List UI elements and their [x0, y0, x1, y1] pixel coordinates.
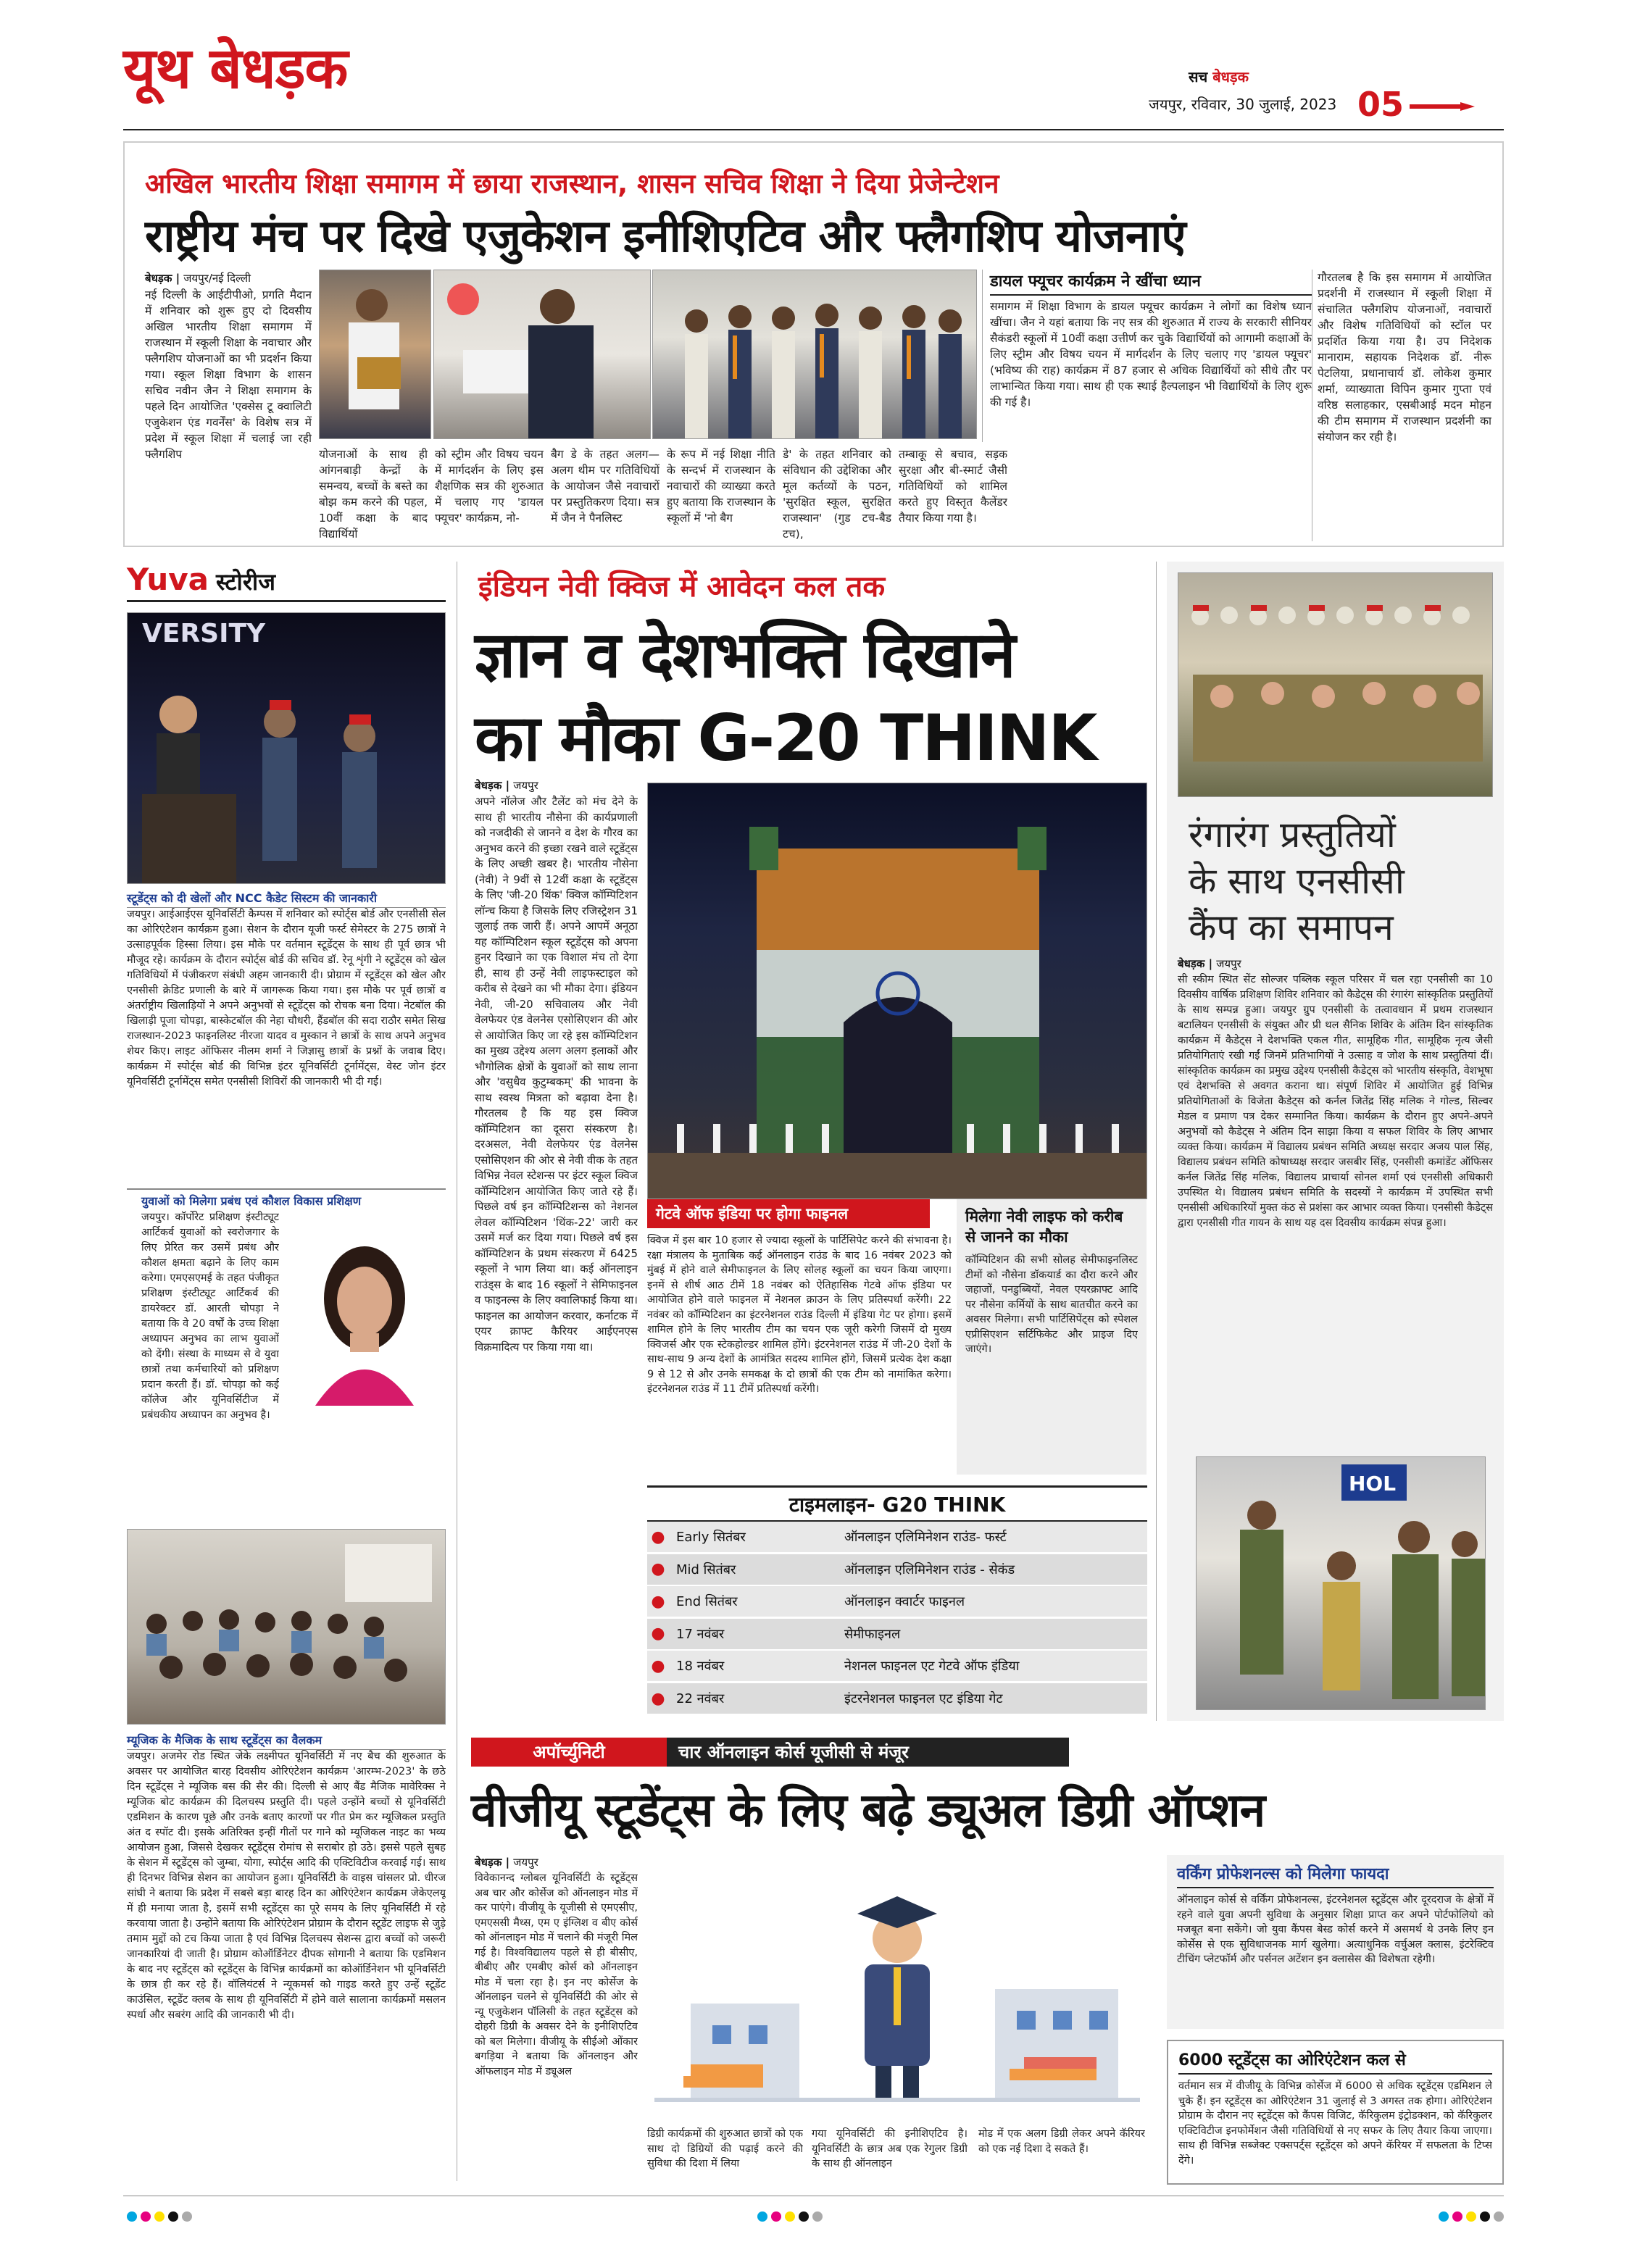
brand-logo — [123, 36, 347, 101]
gateway-caption-body: क्विज में इस बार 10 हजार से ज्यादा स्कूलों के पार्टिसिपेट करने की संभावना है। रक्षा मंत्रालय के मुताबिक कई ऑनलाइन राउंड के बाद 16 नवंबर 2023 को मुंबई में होने वाले सेमीफाइनल के लिए सोलह स्कूलों का चयन किया जाएगा। इनमें से शीर्ष आठ टीमें 18 नवंबर को ऐतिहासिक गेटवे ऑफ इंडिया पर आयोजित होने वाले फाइनल में नेशनल क्राउन के लिए प्रतिस्पर्धा करेंगी। 22 नवंबर को कॉम्पिटिशन का इंटरनेशनल राउंड दिल्ली में इंडिया गेट पर होगा। इसमें शामिल होने के लिए भारतीय टीम का चयन एक जूरी करेगी जिसमें दो मुख्य क्विजर्स और एक स्टेकहोल्डर शामिल होंगे। इंटरनेशनल राउंड में जी-20 देशों के साथ-साथ 9 अन्य देशों के आमंत्रित सदस्य शामिल होंगे, जिसमें प्रत्येक देश कक्षा 9 से 12 से और उनके समकक्ष के दो छात्रों की एक टीम को नामांकित करेगा। इंटरनेशनल राउंड में 11 टीमें प्रतिस्पर्धा करेंगी। — [647, 1235, 952, 1395]
timeline-title-text: टाइमलाइन- G20 THINK — [788, 1493, 1006, 1517]
working-pro-box — [1167, 1855, 1504, 2029]
top-story-kicker: अखिल भारतीय शिक्षा समागम में छाया राजस्थान, शासन सचिव शिक्षा ने दिया प्रेजेन्टेशन — [145, 168, 999, 199]
ncc-headline — [1189, 812, 1493, 951]
ncc-byline-source: बेधड़क — [1178, 957, 1205, 970]
working-pro-title: वर्किंग प्रोफेशनल्स को मिलेगा फायदा — [1177, 1862, 1494, 1888]
top-story-col3: को स्ट्रीम और विषय चयन में मार्गदर्शन के लिए इस शैक्षणिक सत्र की शुरुआत में चलाए गए 'डायल फ्यूचर' कार्यक्रम, नो- — [435, 448, 544, 525]
gateway-photo — [647, 783, 1147, 1199]
ncc-byline-place: जयपुर — [1216, 957, 1241, 970]
timeline-row — [647, 1554, 1147, 1586]
pen-icon — [1410, 100, 1475, 109]
timeline-date: Early सितंबर — [676, 1530, 746, 1545]
svg-text:HOL: HOL — [1349, 1472, 1397, 1496]
working-pro-text: ऑनलाइन कोर्स से वर्किंग प्रोफेशनल्स, इंटरनेशनल स्टूडेंट्स और दूरदराज के क्षेत्रों में रहने वाले युवा अपनी सुविधा के अनुसार शिक्षा प्राप्त कर अपने पोर्टफोलियो को मजबूत बना सकेंगे। जो युवा कैंपस बेस्ड कोर्स करने में असमर्थ थे उनके लिए इन कोर्सेस से एक सुविधाजनक मार्ग खुलेगा। अत्याधुनिक वर्चुअल क्लास, इंटरेक्टिव टीचिंग प्लेटफॉर्म और पर्सनल अटेंशन इन क्लासेस की विशेषता रहेगी। — [1177, 1894, 1494, 1965]
ncc-photo-2 — [1196, 1456, 1486, 1710]
tagline-a: सच — [1189, 68, 1208, 86]
orientation-text: वर्तमान सत्र में वीजीयू के विभिन्न कोर्सेज में 6000 से अधिक स्टूडेंट्स एडमिशन ले चुके हैं। इन स्टूडेंट्स का ओरिएंटेशन 31 जुलाई से 3 अगस्त तक होगा। ओरिएंटेशन प्रोग्राम के दौरान नए स्टूडेंट्स को कैंपस विजिट, कॅरिकुलम इंट्रोडक्शन, को कॅरिकुलर एक्टिविटीज इनफोर्मेशन जैसी गतिविधियों से नए सफर के लिए तैयार किया जाएगा। साथ ही विभिन्न सब्जेक्ट एक्सपर्ट्स स्टूडेंट्स को अपने कॅरियर में सफलता के टिप्स देंगे। — [1178, 2080, 1492, 2167]
timeline-date: 22 नवंबर — [676, 1691, 725, 1706]
yuva-story3-title: म्यूजिक के मैजिक के साथ स्टूडेंट्स का वैलकम — [127, 1732, 446, 1750]
center-right-divider — [1156, 562, 1157, 1721]
timeline-event: इंटरनेशनल फाइनल एट इंडिया गेट — [844, 1691, 1003, 1706]
top-story-col2: योजनाओं के साथ ही आंगनबाड़ी केन्द्रों के समन्वय, बच्चों के बस्ते का बोझ कम करने की पहल, 10वीं कक्षा के बाद विद्यार्थियों — [319, 448, 428, 541]
vgu-byline-source: बेधड़क — [475, 1856, 502, 1869]
timeline-bullet-icon: ● — [651, 1625, 665, 1643]
vgu-kicker — [667, 1738, 1069, 1767]
timeline-bullet-icon: ● — [651, 1689, 665, 1708]
timeline-event: नेशनल फाइनल एट गेटवे ऑफ इंडिया — [844, 1659, 1020, 1675]
yuva-label — [127, 562, 446, 602]
orientation-box — [1167, 2040, 1504, 2185]
timeline-date: 18 नवंबर — [676, 1659, 725, 1675]
tagline — [1189, 67, 1249, 86]
orientation-title: 6000 स्टूडेंट्स का ओरिएंटेशन कल से — [1178, 2048, 1492, 2075]
navy-life-box — [957, 1199, 1147, 1475]
dial-future-title: डायल फ्यूचर कार्यक्रम ने खींचा ध्यान — [990, 270, 1312, 296]
yuva-story1-text: जयपुर। आईआईएस यूनिवर्सिटी कैम्पस में शनिवार को स्पोर्ट्स बोर्ड और एनसीसी सेल का ओरिएंटेशन कार्यक्रम हुआ। सेशन के दौरान यूजी फर्स्ट सेमेस्टर के 275 छात्रों ने उत्साहपूर्वक हिस्सा लिया। इस मौके पर वर्तमान स्टूडेंट्स के साथ ही पूर्व छात्र भी मौजूद रहे। कार्यक्रम के दौरान स्पोर्ट्स बोर्ड की सचिव डॉ. रेनू शृंगी ने स्टूडेंट्स को खेल गतिविधियों में पंजीकरण संबंधी अहम जानकारी दी। प्रोग्राम में स्टूडेंट्स को खेल और एनसीसी क्रेडिट प्रणाली के बारे में जागरूक किया गया। इस मौके पर पूर्व छात्रों व अंतर्राष्ट्रीय खिलाड़ियों ने अपने अनुभवों से स्टूडेंट्स को रोचक बना दिया। नेटबॉल की खिलाड़ी पूजा चोपड़ा, बास्केटबॉल की नेहा चौधरी, हैंडबॉल की सदा राठौर समेत सिख राजस्थान-2023 फाइनलिस्ट नीरजा यादव व मुस्कान ने छात्रों के साथ अपने अनुभव शेयर किए। लाइट ऑफिसर नीलम शर्मा ने जिज्ञासु छात्रों के प्रश्नों के जवाब दिए। कार्यक्रम में स्पोर्ट्स बोर्ड की विभिन्न इंटर यूनिवर्सिटी टूर्नामेंट्स, वेस्ट जोन इंटर यूनिवर्सिटी टूर्नामेंट्स समेत एनसीसी शिविरों की जानकारी भी दी गई। — [127, 909, 446, 1088]
top-story-col6: डे' के तहत शनिवार को संविधान की उद्देशिका और मूल कर्तव्यों के पठन, 'सुरक्षित स्कूल, सुरक्षित राजस्थान' (गुड टच-बैड टच), — [783, 448, 891, 541]
yuva-label-a: Yuva — [127, 562, 209, 597]
vgu-col2: डिग्री कार्यक्रमों की शुरुआत छात्रों को एक साथ दो डिग्रियों की पढ़ाई करने की सुविधा की दिशा में लिया — [647, 2128, 803, 2169]
timeline-bullet-icon: ● — [651, 1592, 665, 1611]
timeline-event: ऑनलाइन एलिमिनेशन राउंड- फर्स्ट — [844, 1530, 1007, 1545]
timeline-event: ऑनलाइन क्वार्टर फाइनल — [844, 1594, 965, 1610]
navy-byline-place: जयपुर — [513, 779, 538, 792]
ncc-photo-1 — [1178, 572, 1493, 797]
yuva-story2-title: युवाओं को मिलेगा प्रबंध एवं कौशल विकास प्रशिक्षण — [141, 1194, 362, 1208]
ncc-headline-2: के साथ एनसीसी — [1189, 860, 1405, 902]
navy-headline-1: ज्ञान व देशभक्ति दिखाने — [475, 617, 1015, 692]
top-story-col7: तम्बाकू से बचाव, सड़क सुरक्षा और बी-स्मार्ट जैसी गतिविधियों को शामिल करते हुए विस्तृत कैलेंडर तैयार किया गया है। — [899, 448, 1007, 525]
gateway-caption-text: गेटवे ऑफ इंडिया पर होगा फाइनल — [656, 1205, 849, 1222]
vgu-kicker-text: चार ऑनलाइन कोर्स यूजीसी से मंजूर — [678, 1742, 909, 1762]
top-story-col1: नई दिल्ली के आईटीपीओ, प्रगति मैदान में शनिवार को शुरू हुए दो दिवसीय अखिल भारतीय शिक्षा समागम में राजस्थान में स्कूली शिक्षा के नवाचार और फ्लैगशिप योजनाओं का भी प्रदर्शन किया गया। स्कूल शिक्षा विभाग के शासन सचिव नवीन जैन ने शिक्षा समागम के पहले दिन आयोजित 'एक्सेस टू क्वालिटी एजुकेशन एंड गवर्नेंस' के विशेष सत्र में प्रदेश में स्कूल शिक्षा में चलाई जा रही फ्लैगशिप — [145, 288, 312, 461]
footer-color-dots-right — [1439, 2211, 1504, 2222]
dial-future-box — [982, 270, 1312, 442]
timeline-box — [647, 1485, 1147, 1717]
footer-color-dots-center — [757, 2211, 823, 2222]
timeline-date: End सितंबर — [676, 1594, 738, 1610]
vgu-byline-place: जयपुर — [513, 1856, 538, 1869]
yuva-photo-1 — [127, 612, 446, 884]
timeline-row — [647, 1619, 1147, 1651]
top-story-byline: बेधड़क | जयपुर/नई दिल्ली — [145, 272, 251, 285]
page-number-text: 05 — [1357, 85, 1404, 124]
vgu-col4: मोड में एक अलग डिग्री लेकर अपने कॅरियर को एक नई दिशा दे सकते हैं। — [978, 2128, 1145, 2155]
vgu-tag — [471, 1738, 667, 1767]
navy-headline-2: का मौका G-20 THINK — [475, 701, 1097, 775]
timeline-date: Mid सितंबर — [676, 1562, 736, 1577]
vgu-col3: गया यूनिवर्सिटी की इनीशिएटिव है। यूनिवर्सिटी के छात्र अब एक रेगुलर डिग्री के साथ ही ऑनलाइन — [812, 2128, 968, 2169]
vgu-byline: बेधड़क | जयपुर — [475, 1856, 538, 1869]
navy-byline-source: बेधड़क — [475, 779, 502, 792]
top-story-right-col: गौरतलब है कि इस समागम में आयोजित प्रदर्शनी में राजस्थान में स्कूली शिक्षा में संचालित फ्लैगशिप योजनाओं, नवाचारों और विशेष गतिविधियों को स्टॉल पर प्रदर्शित किया गया है। उप निदेशक मानाराम, सहायक निदेशक डॉ. नीरू पेटलिया, प्रधानाचार्य डॉ. लोकेश कुमार शर्मा, व्याख्याता विपिन कुमार गुप्ता एवं वरिष्ठ सलाहकार, एसबीआई मदन मोहन की टीम समागम में राजस्थान प्रदर्शनी का संयोजन कर रही है। — [1318, 271, 1491, 443]
yuva-photo-3 — [127, 1529, 446, 1725]
ncc-headline-1: रंगारंग प्रस्तुतियों — [1189, 814, 1396, 856]
timeline-bullet-icon: ● — [651, 1527, 665, 1546]
tagline-b: बेधड़क — [1212, 68, 1249, 86]
vgu-body: विवेकानन्द ग्लोबल यूनिवर्सिटी के स्टूडेंट्स अब चार और कोर्सेज को ऑनलाइन मोड में कर पाएंगे। वीजीयू के यूजीसी से एमएसीए, एमएससी मैथ्स, एम ए इंग्लिश व बीए कोर्स को ऑनलाइन मोड में चलाने की मंजूरी मिल गई है। विश्वविद्यालय पहले से ही बीसीए, बीबीए और एमबीए कोर्स को ऑनलाइन मोड में चला रहा है। इन नए कोर्सेज के ऑनलाइन चलने से यूनिवर्सिटी की ओर से न्यू एजुकेशन पॉलिसी के तहत स्टूडेंट्स को दोहरी डिग्री के अवसर देने के इनीशिएटिव को बल मिलेगा। वीजीयू के सीईओ ओंकार बगड़िया ने बताया कि ऑनलाइन और ऑफलाइन मोड में ड्यूअल — [475, 1872, 638, 2077]
ncc-body: सी स्कीम स्थित सेंट सोल्जर पब्लिक स्कूल परिसर में चल रहा एनसीसी का 10 दिवसीय वार्षिक प्रशिक्षण शिविर शनिवार को कैडेट्स की रंगारंग सांस्कृतिक प्रस्तुतियों के साथ सम्पन्न हुआ। जयपुर ग्रुप एनसीसी के तत्वावधान में प्रथम राजस्थान बटालियन एनसीसी के संयुक्त और प्री थल सैनिक शिविर के अंतिम दिन सांस्कृतिक कार्यक्रम में कैडेट्स ने देशभक्ति एकल गीत, सामूहिक गीत, सामूहिक नृत्य जैसी प्रतियोगिताएं रखी गईं जिनमें प्रतिभागियों ने उत्साह व जोश के साथ प्रस्तुतियां दीं। सांस्कृतिक कार्यक्रम का प्रमुख उद्देश्य एनसीसी कैडेट्स को भारतीय संस्कृति, वेशभूषा एवं देशभक्ति से अवगत कराना था। संपूर्ण शिविर में आयोजित हुई विभिन्न प्रतियोगिताओं के विजेता कैडेट्स को कर्नल जितेंद्र सिंह मलिक ने गोल्ड, सिल्वर मेडल व प्रमाण पत्र देकर सम्मानित किया। कार्यक्रम के दौरान हुए अपने-अपने अनुभवों को कैडेट्स ने अंतिम दिन साझा किया व सफल शिविर के लिए आभार व्यक्त किया। कार्यक्रम में विद्यालय प्रबंधन समिति अध्यक्ष सरदार अजय पाल सिंह, विद्यालय प्रबंधन समिति कोषाध्यक्ष सरदार जसबीर सिंह, एनसीसी कमांडेंट ऑफिसर कर्नल जितेंद्र सिंह मलिक, विद्यालय प्राचार्या सोनल शर्मा एवं एनसीसी अधिकारी उपस्थित थे। विद्यालय प्रबंधन समिति के सदस्यों ने कार्यक्रम में उपस्थित सभी एनसीसी अधिकारियों मुक्त कंठ से प्रशंसा कर आभार व्यक्त किया। एनसीसी कैडेट्स द्वारा एनसीसी गीत गायन के साथ यह दस दिवसीय कार्यक्रम संपन्न हुआ। — [1178, 974, 1493, 1229]
top-story-col4: बैग डे के तहत अलग—अलग थीम पर गतिविधियों के आयोजन जैसे नवाचारों पर प्रस्तुतिकरण दिया। सत्र में जैन ने पैनलिस्ट — [551, 448, 659, 525]
timeline-bullet-icon: ● — [651, 1560, 665, 1579]
timeline-event: ऑनलाइन एलिमिनेशन राउंड - सेकंड — [844, 1562, 1015, 1577]
ncc-byline: बेधड़क | जयपुर — [1178, 957, 1241, 970]
timeline-row — [647, 1651, 1147, 1683]
top-story-col5: के रूप में नई शिक्षा नीति के सन्दर्भ में राजस्थान के नवाचारों की व्याख्या करते हुए बताया कि राजस्थान के स्कूलों में 'नो बैग — [667, 448, 775, 525]
top-photo-2 — [433, 270, 651, 439]
timeline-date: 17 नवंबर — [676, 1626, 725, 1642]
dateline: जयपुर, रविवार, 30 जुलाई, 2023 — [1149, 96, 1337, 113]
byline-source: बेधड़क — [145, 272, 172, 285]
yuva-story1-title: स्टूडेंट्स को दी खेलों और NCC कैडेट सिस्टम की जानकारी — [127, 890, 446, 908]
navy-kicker: इंडियन नेवी क्विज में आवेदन कल तक — [478, 570, 886, 604]
timeline-row — [647, 1586, 1147, 1618]
top-story-headline: राष्ट्रीय मंच पर दिखे एजुकेशन इनीशिएटिव और फ्लैगशिप योजनाएं — [145, 209, 1186, 262]
timeline-title — [647, 1485, 1147, 1522]
dial-future-text: समागम में शिक्षा विभाग के डायल फ्यूचर कार्यक्रम ने लोगों का विशेष ध्यान खींचा। जैन ने यहां बताया कि नए सत्र की शुरुआत में राज्य के सरकारी सीनियर सैकंडरी स्कूलों में 10वीं कक्षा उत्तीर्ण कर चुके विद्यार्थियों को आगामी कक्षाओं के लिए स्ट्रीम और विषय चयन में मार्गदर्शन के लिए चलाए गए 'डायल फ्यूचर' (भविष्य की राह) कार्यक्रम में 87 हजार से अधिक विद्यार्थियों को सीधे तौर पर लाभान्वित किया गया। साथ ही एक स्थाई हैल्पलाइन भी विद्यार्थियों के लिए शुरू की गई है। — [990, 300, 1312, 409]
svg-text:VERSITY: VERSITY — [142, 619, 266, 649]
timeline-table — [647, 1522, 1147, 1716]
yuva-story3-text: जयपुर। अजमेर रोड स्थित जेके लक्ष्मीपत यूनिवर्सिटी में नए बैच की शुरुआत के अवसर पर आयोजित बारह दिवसीय ओरिएंटेशन कार्यक्रम 'आरम्भ-2023' के छठे दिन स्टूडेंट्स ने म्यूजिक बस की सैर की। दिल्ली से आए बैंड मैजिक मावेरिक्स ने म्यूजिक बोट कार्यक्रम की दिलचस्प प्रस्तुति दी। पहले उन्होंने बच्चों से यूनिवर्सिटी एडमिशन के कारण पूछे और उनके बताए कारणों पर गीत प्रेम कर म्यूजिकल प्रस्तुति अंत द स्पॉट दी। इसके अतिरिक्त इन्हीं गीतों पर गाने को म्यूजिकल नाइट का भव्य आयोजन हुआ, जिससे देखकर स्टूडेंट्स रोमांच से सराबोर हो उठे। इससे पहले सुबह के सेशन में स्टूडेंट्स को जुम्बा, योगा, स्पोर्ट्स आदि की एक्टिविटीज करवाई गई। साथ ही दिनभर विभिन्न सेशन का आयोजन हुआ। यूनिवर्सिटी के वाइस चांसलर प्रो. धीरज सांघी ने बताया कि प्रदेश में सबसे बड़ा बारह दिन का ओरिएंटेशन कार्यक्रम जेकेएलयू में ही मनाया जाता है, इसमें सभी स्टूडेंट्स का पूरे समय के लिए यूनिवर्सिटी में रहे करवाया जाता है। उन्होंने बताया कि ओरिएंटेशन प्रोग्राम के दौरान स्टूडेंट लाइफ से जुड़े तमाम मुद्दों को टच किया जाता है एवं विभिन्न दिलचस्प सेशन्स द्वारा बच्चों को जरूरी जानकारियां दी जाती है। प्रोग्राम कोऑर्डिनेटर दीपक सोगानी ने बताया कि एडमिशन के बाद नए स्टूडेंट्स को स्टूडेंट्स के विभिन्न कार्यक्रमों का कोऑर्डिनेशन भी यूनिवर्सिटी के छात्र ही कर रहे हैं। वॉलियंटर्स ने न्यूकमर्स को गाइड करते हुए उन्हें स्टूडेंट काउंसिल, स्टूडेंट क्लब के साथ ही यूनिवर्सिटी में होने वाले सालाना कार्यक्रमों मसलन स्पर्धा और सबरंग आदि की जानकारी भी दी। — [127, 1751, 446, 2021]
vgu-tag-text: अपॉर्च्युनिटी — [533, 1742, 605, 1762]
graduate-illustration — [647, 1859, 1147, 2119]
yuva-label-b: स्टोरीज — [215, 568, 275, 596]
navy-body: अपने नॉलेज और टैलेंट को मंच देने के साथ ही भारतीय नौसेना की कार्यप्रणाली को नजदीकी से जानने व देश के गौरव का अनुभव करने की इच्छा रखने वाले स्टूडेंट्स के लिए अच्छी खबर है। भारतीय नौसेना (नेवी) ने 9वीं से 12वीं कक्षा के स्टूडेंट्स के लिए 'जी-20 थिंक' क्विज कॉम्पिटिशन लॉन्च किया है जिसके लिए रजिस्ट्रेशन 31 जुलाई तक जारी हैं। अपने आपमें अनूठा यह कॉम्पिटिशन स्कूल स्टूडेंट्स को अपना हुनर दिखाने का एक विशाल मंच तो देगा ही, साथ ही उन्हें नेवी लाइफस्टाइल को करीब से देखने का भी मौका देगा। इंडियन नेवी, जी-20 सचिवालय और नेवी वेलफेयर एंड वेलनेस एसोसिएशन की ओर से आयोजित किए जा रहे इस कॉम्पिटिशन का मुख्य उद्देश्य अलग अलग इलाकों और भौगोलिक क्षेत्रों के युवाओं को साथ लाना और 'वसुधैव कुटुम्बकम्' की भावना के साथ स्वस्थ मित्रता को बढ़ावा देना है। गौरतलब है कि यह इस क्विज कॉम्पिटिशन का दूसरा संस्करण है। दरअसल, नेवी वेलफेयर एंड वेलनेस एसोसिएशन की ओर से नेवी वीक के तहत विभिन्न नेवल स्टेशन्स पर इंटर स्कूल क्विज कॉम्पिटिशन आयोजित किए जाते रहे हैं। पिछले वर्ष इन कॉम्पिटिशन्स को नेशनल लेवल कॉम्पिटिशन 'थिंक-22' जारी कर उसमें मर्ज कर दिया गया। पिछले वर्ष इस कॉम्पिटिशन के प्रथम संस्करण में 6425 स्कूलों ने भाग लिया था। कई ऑनलाइन राउंड्स के बाद 16 स्कूलों ने सेमिफाइनल व फाइनल्स के लिए क्वालिफाई किया था। फाइनल का आयोजन करवार, कर्नाटक में एयर क्राफ्ट कैरियर आईएनएस विक्रमादित्य पर किया गया था। — [475, 795, 638, 1354]
top-photo-1 — [319, 270, 431, 439]
vgu-headline: वीजीयू स्टूडेंट्स के लिए बढ़े ड्यूअल डिग्री ऑप्शन — [471, 1784, 1265, 1838]
footer-color-dots-left — [127, 2211, 192, 2222]
navy-life-title: मिलेगा नेवी लाइफ को करीब से जानने का मौका — [965, 1208, 1123, 1246]
yuva-story2-text: जयपुर। कॉर्पोरेट प्रशिक्षण इंस्टीट्यूट आर्टिकर्व युवाओं को स्वरोजगार के लिए प्रेरित कर उसमें प्रबंध और कौशल क्षमता बढ़ाने के लिए काम करेगा। एमएसएमई के तहत पंजीकृत प्रशिक्षण इंस्टीट्यूट आर्टिकर्व की डायरेक्टर डॉ. आरती चोपड़ा ने बताया कि वे 20 वर्षों के उच्च शिक्षा अध्यापन अनुभव का लाभ युवाओं को देंगी। संस्था के माध्यम से वे युवा छात्रों तथा कर्मचारियों को प्रशिक्षण प्रदान करती हैं। डॉ. चोपड़ा को कई कॉलेज और यूनिवर्सिटीज में प्रबंधकीय अध्यापन का अनुभव है। — [141, 1212, 279, 1421]
gateway-caption — [647, 1199, 930, 1228]
timeline-row — [647, 1683, 1147, 1715]
byline-place: जयपुर/नई दिल्ली — [183, 272, 251, 285]
page-number — [1355, 86, 1406, 123]
ncc-headline-3: कैंप का समापन — [1189, 906, 1394, 949]
yuva-photo-2 — [286, 1232, 442, 1406]
navy-life-text: कॉम्पिटिशन की सभी सोलह सेमीफाइनलिस्ट टीमों को नौसेना डॉकयार्ड का दौरा करने और जहाजों, पनडुब्बियों, नेवल एयरक्राफ्ट आदि पर नौसेना कर्मियों के साथ बातचीत करने का अवसर मिलेगा। सभी पार्टिसिपेंट्स को स्पेशल एप्रीसिएशन सर्टिफिकेट और प्राइज दिए जाएंगे। — [965, 1254, 1138, 1355]
brand-title: यूथ बेधड़क — [123, 36, 348, 101]
timeline-bullet-icon: ● — [651, 1656, 665, 1675]
navy-byline: बेधड़क | जयपुर — [475, 779, 538, 792]
timeline-row — [647, 1522, 1147, 1554]
timeline-event: सेमीफाइनल — [844, 1626, 901, 1642]
masthead-rule — [123, 129, 1504, 130]
top-photo-3 — [652, 270, 977, 439]
